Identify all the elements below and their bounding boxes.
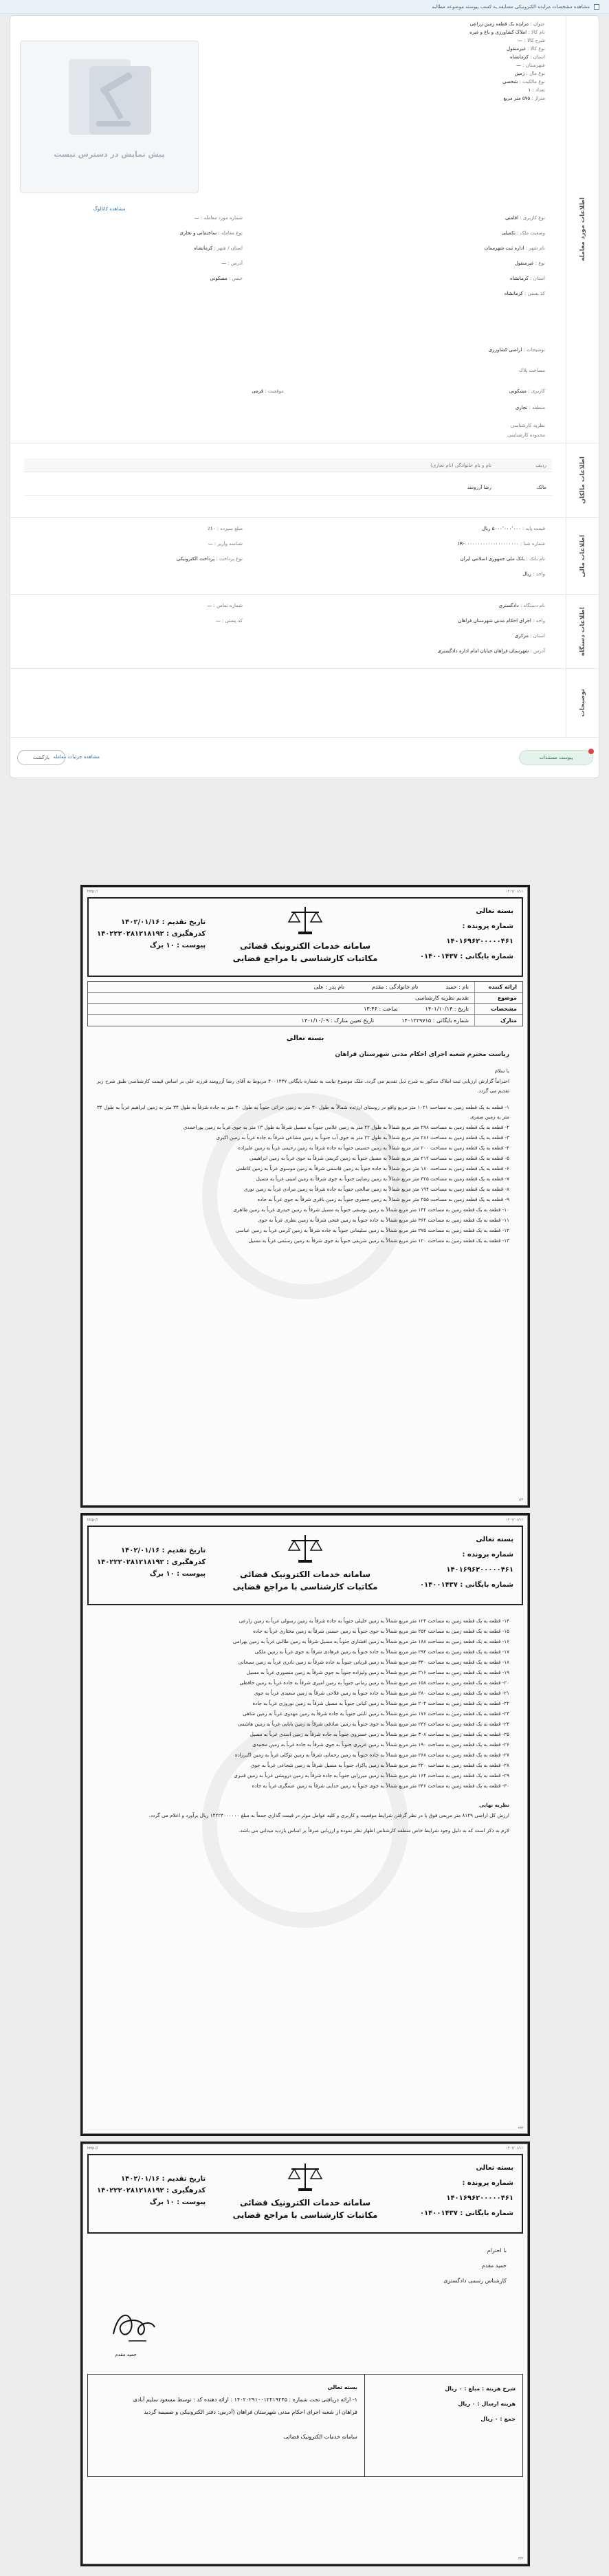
info-field: متراژ : ۵۷۵ متر مربع — [503, 96, 545, 101]
document-field-label: موضوع — [474, 993, 522, 1003]
field-value: — — [518, 38, 523, 43]
field-label: کد پستی — [527, 291, 545, 296]
info-field: نام دستگاه : دادگستری — [498, 603, 545, 608]
document-field-value: تاریخ : ۱۴۰۱/۱۰/۱۴ — [425, 1006, 469, 1012]
notice-bar — [0, 0, 609, 14]
info-field: شناسه واریز : — — [208, 541, 243, 547]
parcel-item: ۱۰- قطعه به یک قطعه زمین به مساحت ۱۴۲ متر مربع شمالاً به زمین یوسفی جنوباً به مسیل شرقاً به زمین حیدری غرباً به زمین طاهری — [233, 1207, 509, 1213]
organization-body — [10, 595, 566, 668]
page-number: ۳/۳ — [518, 2557, 523, 2561]
document-field-value: نام خانوادگی : مقدم — [371, 984, 419, 990]
field-label: قیمت پایه — [525, 526, 545, 531]
delivery-receipt-box — [87, 2374, 523, 2477]
field-label: نام شهر — [529, 245, 545, 251]
field-label: نوع معامله — [221, 230, 243, 236]
desc-field: توضیحات : اراضی کشاورزی — [488, 347, 545, 353]
field-label: شماره شبا — [523, 541, 545, 547]
notes-field: نظریه کارشناسی — [510, 423, 545, 428]
info-field: نوع مال : زمین — [514, 71, 545, 76]
section-label: اطلاعات مالکان — [566, 443, 599, 517]
field-label: نام کالا — [531, 30, 545, 35]
parcel-item: ۱۸- قطعه به یک قطعه زمین به مساحت ۳۴۰ متر مربع شمالاً به زمین قربانی جنوباً به جاده شرقاً به زمین نادری غرباً به زمین سبحانی — [238, 1659, 509, 1665]
field-label: نام بانک — [529, 556, 545, 562]
document-field-values — [415, 995, 474, 1001]
field-value: ساختمانی و تجاری — [179, 230, 217, 236]
field-label: آدرس — [533, 648, 545, 654]
parcel-item: ۱- قطعه به یک قطعه زمین به مساحت ۱۰۲۱ متر مربع واقع در روستای ارزنده شمالاً به طول ۳۰ متر به زمین خزائی جنوباً به طول ۳۰ متر به جاده شرقاً به طول ۳۴ متر به زمین ابراهیم غرباً به طول ۳۴ متر به زمین صفری — [97, 1104, 510, 1120]
justice-scale-icon — [287, 1534, 323, 1564]
auction-details-panel — [10, 15, 599, 778]
regards: با احترام — [487, 2247, 507, 2254]
field-value: اجرای احکام مدنی شهرستان فراهان — [458, 618, 531, 624]
field-label: نوع مالکیت — [522, 79, 545, 85]
main-info-body — [10, 16, 566, 443]
view-details-link[interactable]: مشاهده جزئیات معامله — [53, 754, 100, 760]
field-value: بانک ملی جمهوری اسلامی ایران — [460, 556, 525, 562]
parcel-item: ۲۲- قطعه به یک قطعه زمین به مساحت ۲۰۴ متر مربع شمالاً به زمین کیانی جنوباً به مسیل شرقاً به زمین نوروزی غرباً به جاده — [252, 1700, 509, 1706]
document-field-row — [88, 1004, 522, 1015]
document-field-value: شماره بایگانی : ۱۴۰۱۲۲۹۷۱۵ — [401, 1017, 469, 1024]
field-label: واحد — [535, 571, 545, 577]
field-label: نوع — [538, 261, 545, 266]
parcel-item: ۲۹- قطعه به یک قطعه زمین به مساحت ۱۶۴ متر مربع شمالاً به زمین میرزایی جنوباً به جاده شرقاً به زمین درویشی غرباً به زمین قنبری — [234, 1772, 509, 1779]
parcel-item: ۲۳- قطعه به یک قطعه زمین به مساحت ۱۷۶ متر مربع شمالاً به زمین ثابتی جنوباً به جاده شرقاً به زمین مهدوی غرباً به زمین شاهی — [243, 1710, 509, 1717]
field-value: — — [516, 63, 521, 68]
document-field-values — [364, 1006, 474, 1012]
document-page-1 — [82, 887, 528, 1506]
letter-body: با سلام احتراماً گزارش ارزیابی ثبت املاک مذکور به شرح ذیل تقدیم می گردد. ملک موضوع نیابت به شماره بایگانی ۴۰۰۱۴۳۷ مربوط به آقای رضا آزرومند فرزند علی بر اساس قیمت کارشناسی طبق شرح زیر تقدیم می گردد. ۱- قطعه به یک قطعه زمین به مساحت ۱۰۲۱ متر مربع واقع در روستای ارزنده شمالاً به طول ۳۰ متر به زمین خزائی جنوباً به طول ۳۰ متر به جاده شرقاً به طول ۳۴ متر به زمین ابراهیم غرباً به طول ۳۴ متر به زمین صفری ۲- قطعه به یک قطعه زمین به مساحت ۲۹۸ متر مربع شمالاً به طول ۲۲ متر به زمین غلامی جنوباً به مسیل شرقاً به طول ۱۳ متر به جوی غرباً به زمین پوراحمدی ۳- قطعه به یک قطعه زمین به مساحت ۲۸۶ متر مربع شمالاً به طول ۲۲ متر به جوی آب جنوباً به زمین مشاعی شرقاً به جاده غرباً به زمین اکبری ۴- قطعه به یک قطعه زمین به مساحت ۲۰۰ متر مربع شمالاً به زمین حسینی جنوباً به جاده شرقاً به زمین رحیمی غرباً به زمین علیزاده ۵- قطعه به یک قطعه زمین به مساحت ۲۱۲ متر مربع شمالاً به مسیل جنوباً به زمین کریمی شرقاً به جوی غرباً به زمین ابراهیمی ۶- قطعه به یک قطعه زمین به مساحت ۱۸۰ متر مربع شمالاً به جاده جنوباً به زمین قاسمی شرقاً به زمین موسوی غرباً به زمین کاظمی ۷- قطعه به یک قطعه زمین به مساحت ۳۲۵ متر مربع شمالاً به زمین رضایی جنوباً به جوی شرقاً به زمین امینی غرباً به مسیل ۸- قطعه به یک قطعه زمین به مساحت ۱۹۴ متر مربع شمالاً به زمین صالحی جنوباً به جاده شرقاً به زمین مرادی غرباً به زمین نوری ۹- قطعه به یک قطعه زمین به مساحت ۲۵۵ متر مربع شمالاً به زمین جعفری جنوباً به زمین باقری شرقاً به جوی غرباً به جاده ۱۰- قطعه به یک قطعه زمین به مساحت ۱۴۲ متر مربع شمالاً به زمین یوسفی جنوباً به مسیل شرقاً به زمین حیدری غرباً به زمین طاهری ۱۱- قطعه به یک قطعه زمین به مساحت ۳۶۲ متر مربع شمالاً به جاده جنوباً به زمین فتحی شرقاً به زمین نظری غرباً به جوی ۱۲- قطعه به یک قطعه زمین به مساحت ۲۷۵ متر مربع شمالاً به زمین سلیمانی جنوباً به جاده شرقاً به زمین کرمی غرباً به زمین عباسی ۱۳- قطعه به یک قطعه زمین به مساحت ۱۲۰ متر مربع شمالاً به زمین شریفی جنوباً به جوی شرقاً به زمین رستمی غرباً به مسیل — [97, 1066, 509, 1246]
field-label: استان — [533, 54, 545, 60]
parcel-item: ۹- قطعه به یک قطعه زمین به مساحت ۲۵۵ متر مربع شمالاً به زمین جعفری جنوباً به زمین باقری شرقاً به جوی غرباً به جاده — [257, 1196, 509, 1202]
field-label: استان — [533, 276, 545, 281]
info-field: نوع کالا : غیرمنقول — [507, 46, 545, 52]
info-field: آدرس : شهرستان فراهان خیابان امام اداره دادگستری — [437, 648, 545, 654]
info-field: وضعیت ملک : تکمیلی — [501, 230, 545, 236]
field-value: ریال — [522, 571, 531, 577]
info-field: استان : کرمانشاه — [509, 54, 545, 60]
document-field-label: مشخصات — [474, 1004, 522, 1014]
field-label: نام دستگاه — [523, 603, 545, 608]
issuer-block: سامانه خدمات الکترونیک قضائی مکاتبات کارشناسی با مراجع قضایی — [89, 1534, 522, 1593]
document-fields-table — [87, 981, 523, 1026]
info-field: کد پستی : کرمانشاه — [504, 291, 545, 296]
field-value: دادگستری — [498, 603, 519, 608]
section-label: اطلاعات دستگاه — [566, 595, 599, 668]
parcel-item: ۸- قطعه به یک قطعه زمین به مساحت ۱۹۴ متر مربع شمالاً به زمین صالحی جنوباً به جاده شرقاً به زمین مرادی غرباً به زمین نوری — [243, 1186, 509, 1192]
field-value: غیرمنقول — [507, 46, 526, 52]
field-label: نوع کالا — [530, 46, 545, 52]
financial-body — [10, 518, 566, 594]
parcel-item: ۳۰- قطعه به یک قطعه زمین به مساحت ۲۴۶ متر مربع شمالاً به جوی جنوباً به زمین خدایی شرقاً به زمین عسگری غرباً به جاده — [252, 1783, 509, 1789]
attach-documents-button[interactable]: پیوست مستندات — [519, 750, 593, 765]
parcel-item: ۲۸- قطعه به یک قطعه زمین به مساحت ۲۲۰ متر مربع شمالاً به زمین پاکزاد جنوباً به مسیل شرقاً به زمین شجاعی غرباً به جوی — [250, 1762, 509, 1768]
field-value: ۱ — [528, 87, 531, 93]
submission-meta: تاریخ تقدیم : ۱۴۰۲/۰۱/۱۶ کدرهگیری : ۱۴۰۲۲۲۰۲۸۱۲۱۸۱۹۲ پیوست : ۱۰ برگ — [97, 1547, 206, 1578]
parcel-item: ۲۴- قطعه به یک قطعه زمین به مساحت ۲۳۶ متر مربع شمالاً به جوی جنوباً به زمین صادقی شرقاً به زمین بابایی غرباً به زمین هاشمی — [237, 1721, 509, 1727]
section-label: اطلاعات مالی — [566, 518, 599, 594]
parcel-item: ۴- قطعه به یک قطعه زمین به مساحت ۲۰۰ متر مربع شمالاً به زمین حسینی جنوباً به جاده شرقاً به زمین رحیمی غرباً به زمین علیزاده — [238, 1145, 509, 1151]
field-value: املاک کشاورزی و باغ و غیره — [469, 30, 527, 35]
field-value: — — [221, 261, 227, 266]
field-label: نوع پرداخت — [219, 556, 243, 562]
attachments-body — [10, 669, 566, 737]
info-field: شماره مورد معامله : — — [194, 215, 243, 221]
info-field: نوع کاربری : اقامتی — [505, 215, 545, 221]
issuer-block: سامانه خدمات الکترونیک قضائی مکاتبات کارشناسی با مراجع قضایی — [89, 2162, 522, 2221]
field-value: — — [194, 215, 199, 221]
document-field-value: ساعت : ۱۳:۴۶ — [364, 1006, 398, 1012]
field-label: شرح کالا — [527, 38, 545, 43]
parcel-item: ۱۹- قطعه به یک قطعه زمین به مساحت ۲۱۶ متر مربع شمالاً به زمین ولیزاده جنوباً به جوی شرقاً به زمین منصوری غرباً به مسیل — [246, 1669, 509, 1675]
case-numbers: بسته تعالی شماره پرونده : ۱۴۰۱۶۹۶۲۰۰۰۰۰۴۶۱ شماره بایگانی : ۰۱۴۰۰۱۴۳۷ — [419, 907, 513, 960]
page-number: ۲/۳ — [518, 2126, 523, 2131]
info-field: شرح کالا : — — [518, 38, 545, 43]
field-label: استان / شهر — [217, 245, 243, 251]
document-field-row — [88, 982, 522, 993]
submission-meta: تاریخ تقدیم : ۱۴۰۲/۰۱/۱۶ کدرهگیری : ۱۴۰۲۲۲۰۲۸۱۲۱۸۱۹۲ پیوست : ۱۰ برگ — [97, 2175, 206, 2206]
field-value: — — [208, 541, 213, 547]
field-label: شماره مورد معامله — [203, 215, 243, 221]
info-field: شماره شبا : IR-۰۰۰۰۰۰۰۰۰۰۰۰۰۰۰۰۰۰۰۰۰ — [458, 541, 545, 547]
document-header — [87, 2154, 523, 2234]
notice-checkbox[interactable] — [594, 4, 599, 10]
parcel-item: ۶- قطعه به یک قطعه زمین به مساحت ۱۸۰ متر مربع شمالاً به جاده جنوباً به زمین قاسمی شرقاً به زمین موسوی غرباً به زمین کاظمی — [236, 1165, 509, 1171]
field-value: ۵۰۰۰٬۰۰۰٬۰۰۰ ریال — [481, 526, 521, 531]
action-bar — [10, 738, 599, 778]
signer-title: کارشناس رسمی دادگستری — [443, 2278, 507, 2284]
info-field: نام بانک : بانک ملی جمهوری اسلامی ایران — [460, 556, 545, 562]
submission-meta: تاریخ تقدیم : ۱۴۰۲/۰۱/۱۶ کدرهگیری : ۱۴۰۲۲۲۰۲۸۱۲۱۸۱۹۲ پیوست : ۱۰ برگ — [97, 918, 206, 949]
field-value: کرمانشاه — [509, 54, 529, 60]
info-field: استان : کرمانشاه — [509, 276, 545, 281]
info-field: نوع : غیرمنقول — [514, 261, 545, 266]
field-value: مزایده یک قطعه زمین زراعی — [469, 21, 529, 27]
field-label: تعداد — [535, 87, 545, 93]
document-page-3 — [82, 2144, 528, 2564]
issuer-block: سامانه خدمات الکترونیک قضائی مکاتبات کارشناسی با مراجع قضایی — [89, 905, 522, 965]
parcel-item: ۱۲- قطعه به یک قطعه زمین به مساحت ۲۷۵ متر مربع شمالاً به زمین سلیمانی جنوباً به جاده شرقاً به زمین کرمی غرباً به زمین عباسی — [235, 1227, 509, 1233]
field-label: وضعیت ملک — [520, 230, 545, 236]
document-field-value: تاریخ تعیین متارک : ۱۴۰۱/۱۰/۰۹ — [301, 1017, 375, 1024]
no-preview-box — [20, 41, 199, 212]
parcel-item: ۲۶- قطعه به یک قطعه زمین به مساحت ۱۹۰ متر مربع شمالاً به زمین عزیزی جنوباً به جوی شرقاً به جاده غرباً به زمین محمدی — [252, 1741, 509, 1748]
info-field: جنس : مسکونی — [210, 276, 243, 281]
parcel-item: ۱۶- قطعه به یک قطعه زمین به مساحت ۱۸۸ متر مربع شمالاً به زمین افشاری جنوباً به مسیل شرقاً به زمین طالبی غرباً به زمین بهرامی — [232, 1638, 509, 1644]
field-label: شناسه واریز — [217, 541, 243, 547]
parcel-item: ۱۱- قطعه به یک قطعه زمین به مساحت ۳۶۲ متر مربع شمالاً به جاده جنوباً به زمین فتحی شرقاً به زمین نظری غرباً به جوی — [258, 1217, 509, 1223]
info-field: نام کالا : املاک کشاورزی و باغ و غیره — [469, 30, 545, 35]
info-field: واحد : ریال — [522, 571, 545, 577]
field-value: ۱۰٪ — [208, 526, 216, 531]
info-field: شهرستان : — — [516, 63, 545, 68]
page-number: ۱/۳ — [518, 1498, 523, 1502]
document-page-2 — [82, 1515, 528, 2134]
info-field: تعداد : ۱ — [528, 87, 545, 93]
field-value: شخصی — [502, 79, 518, 85]
parcel-item: ۲۷- قطعه به یک قطعه زمین به مساحت ۲۶۸ متر مربع شمالاً به جاده جنوباً به زمین رحمانی شرقاً به زمین توکلی غرباً به زمین اکبرزاده — [234, 1752, 509, 1758]
parcel-item: ۵- قطعه به یک قطعه زمین به مساحت ۲۱۲ متر مربع شمالاً به مسیل جنوباً به زمین کریمی شرقاً به جوی غرباً به زمین ابراهیمی — [250, 1155, 509, 1161]
field-label: آدرس — [231, 261, 243, 266]
parcel-item: ۱۵- قطعه به یک قطعه زمین به مساحت ۲۵۲ متر مربع شمالاً به جوی جنوباً به زمین حسنی شرقاً به زمین مختاری غرباً به جاده — [253, 1628, 509, 1634]
info-field: واحد : اجرای احکام مدنی شهرستان فراهان — [458, 618, 545, 624]
section-owners — [10, 443, 599, 518]
info-field: عنوان : مزایده یک قطعه زمین زراعی — [469, 21, 545, 27]
section-label: اطلاعات مورد معامله — [566, 16, 599, 443]
parcel-item: ۲- قطعه به یک قطعه زمین به مساحت ۲۹۸ متر مربع شمالاً به طول ۲۲ متر به زمین غلامی جنوباً به مسیل شرقاً به طول ۱۳ متر به جوی غرباً به زمین پوراحمدی — [183, 1124, 509, 1130]
section-label: توضیحات — [566, 669, 599, 737]
parcel-list — [97, 1103, 509, 1246]
field-label: کد پستی — [225, 618, 243, 624]
parcel-item: ۱۷- قطعه به یک قطعه زمین به مساحت ۲۹۴ متر مربع شمالاً به جاده جنوباً به زمین فرهادی شرقاً به جوی غرباً به زمین ملکی — [254, 1649, 509, 1655]
parcel-item: ۲۰- قطعه به یک قطعه زمین به مساحت ۱۵۸ متر مربع شمالاً به زمین زمانی جنوباً به زمین امیری شرقاً به جاده غرباً به زمین حافظی — [239, 1680, 509, 1686]
field-value: کرمانشاه — [194, 245, 213, 251]
print-header: http:// ۱۴۰۲/۰۱/۱۶ — [87, 2146, 523, 2150]
catalog-link[interactable]: مشاهده کاتالوگ — [93, 206, 126, 212]
field-value: اقامتی — [505, 215, 519, 221]
document-field-values — [314, 984, 474, 990]
parcel-item: ۱۴- قطعه به یک قطعه زمین به مساحت ۱۲۴ متر مربع شمالاً به زمین خلیلی جنوباً به جاده شرقاً به زمین رسولی غرباً به زمین زارعی — [239, 1618, 509, 1624]
field-value: اداره ثبت شهرستان — [484, 245, 524, 251]
notice-text: مشاهده مشخصات مزایده الکترونیکی مسابقه به کسب پیوسته موضوعه مطالبه — [432, 3, 590, 10]
signer-name: حمید مقدم — [481, 2263, 507, 2269]
field-value: پرداخت الکترونیکی — [176, 556, 215, 562]
info-field: قیمت پایه : ۵۰۰۰٬۰۰۰٬۰۰۰ ریال — [481, 526, 545, 531]
letter-body-continued: ۱۴- قطعه به یک قطعه زمین به مساحت ۱۲۴ متر مربع شمالاً به زمین خلیلی جنوباً به جاده شرقاً به زمین رسولی غرباً به زمین زارعی ۱۵- قطعه به یک قطعه زمین به مساحت ۲۵۲ متر مربع شمالاً به جوی جنوباً به زمین حسنی شرقاً به زمین مختاری غرباً به جاده ۱۶- قطعه به یک قطعه زمین به مساحت ۱۸۸ متر مربع شمالاً به زمین افشاری جنوباً به مسیل شرقاً به زمین طالبی غرباً به زمین بهرامی ۱۷- قطعه به یک قطعه زمین به مساحت ۲۹۴ متر مربع شمالاً به جاده جنوباً به زمین فرهادی شرقاً به جوی غرباً به زمین ملکی ۱۸- قطعه به یک قطعه زمین به مساحت ۳۴۰ متر مربع شمالاً به زمین قربانی جنوباً به جاده شرقاً به زمین نادری غرباً به زمین سبحانی ۱۹- قطعه به یک قطعه زمین به مساحت ۲۱۶ متر مربع شمالاً به زمین ولیزاده جنوباً به جوی شرقاً به زمین منصوری غرباً به مسیل ۲۰- قطعه به یک قطعه زمین به مساحت ۱۵۸ متر مربع شمالاً به زمین زمانی جنوباً به زمین امیری شرقاً به جاده غرباً به زمین حافظی ۲۱- قطعه به یک قطعه زمین به مساحت ۲۸۰ متر مربع شمالاً به جاده جنوباً به زمین فلاحی شرقاً به زمین سعیدی غرباً به جوی ۲۲- قطعه به یک قطعه زمین به مساحت ۲۰۴ متر مربع شمالاً به زمین کیانی جنوباً به مسیل شرقاً به زمین نوروزی غرباً به جاده ۲۳- قطعه به یک قطعه زمین به مساحت ۱۷۶ متر مربع شمالاً به زمین ثابتی جنوباً به جاده شرقاً به زمین مهدوی غرباً به زمین شاهی ۲۴- قطعه به یک قطعه زمین به مساحت ۲۳۶ متر مربع شمالاً به جوی جنوباً به زمین صادقی شرقاً به زمین بابایی غرباً به زمین هاشمی ۲۵- قطعه به یک قطعه زمین به مساحت ۳۰۸ متر مربع شمالاً به زمین خسروی جنوباً به جاده شرقاً به زمین اسدی غرباً به مسیل ۲۶- قطعه به یک قطعه زمین به مساحت ۱۹۰ متر مربع شمالاً به زمین عزیزی جنوباً به جوی شرقاً به جاده غرباً به زمین محمدی ۲۷- قطعه به یک قطعه زمین به مساحت ۲۶۸ متر مربع شمالاً به جاده جنوباً به زمین رحمانی شرقاً به زمین توکلی غرباً به زمین اکبرزاده ۲۸- قطعه به یک قطعه زمین به مساحت ۲۲۰ متر مربع شمالاً به زمین پاکزاد جنوباً به مسیل شرقاً به زمین شجاعی غرباً به جوی ۲۹- قطعه به یک قطعه زمین به مساحت ۱۶۴ متر مربع شمالاً به زمین میرزایی جنوباً به جاده شرقاً به زمین درویشی غرباً به زمین قنبری ۳۰- قطعه به یک قطعه زمین به مساحت ۲۴۶ متر مربع شمالاً به جوی جنوباً به زمین خدایی شرقاً به زمین عسگری غرباً به جاده نظریه نهایی ارزش کل اراضی ۸۱۲۹ متر مربعی فوق با در نظر گرفتن شرایط موقعیت و کاربری و کلیه عوامل موثر در قیمت گذاری جمعاً به مبلغ ۱۴۲۲۴۰۰۰۰۰۰ ریال برآورد و اعلام می گردد. لازم به ذکر است که به دلیل وجود شرایط خاص منطقه کارشناس اظهار نظر نموده و ارزیابی صرفاً بر اساس بازدید میدانی می باشد. — [97, 1616, 509, 1836]
section-financial — [10, 518, 599, 595]
no-preview-caption: پیش نمایش در دسترس نیست — [54, 150, 165, 159]
document-field-row — [88, 993, 522, 1004]
scope-field: محدوده کارشناسی — [507, 432, 545, 438]
field-value: غیرمنقول — [514, 261, 534, 266]
info-field: نام شهر : اداره ثبت شهرستان — [484, 245, 545, 251]
document-field-label: متارک — [474, 1015, 522, 1026]
section-organization — [10, 595, 599, 669]
document-field-values — [302, 1017, 474, 1024]
gavel-doc-icon — [55, 52, 165, 142]
fee-summary: شرح هزینه : مبلغ : ۰ ریال هزینه ارسال : ۰ ریال جمع : ۰ ریال — [364, 2375, 522, 2476]
info-field: آدرس : — — [221, 261, 243, 266]
region-field: منطقه : تجاری — [515, 405, 545, 410]
document-header — [87, 897, 523, 977]
area-field: مساحت پلاک — [519, 368, 545, 373]
field-label: عنوان — [533, 21, 545, 27]
info-field: استان / شهر : کرمانشاه — [194, 245, 243, 251]
case-numbers: بسته تعالی شماره پرونده : ۱۴۰۱۶۹۶۲۰۰۰۰۰۴۶۱ شماره بایگانی : ۰۱۴۰۰۱۴۳۷ — [419, 1536, 513, 1589]
table-row: مالک رضا آزرومند — [24, 479, 552, 496]
info-field: استان : مرکزی — [514, 633, 545, 639]
letter-title: بسته تعالی — [286, 1035, 324, 1042]
field-label: نوع کاربری — [522, 215, 545, 221]
field-value: مرکزی — [514, 633, 529, 639]
field-label: استان — [533, 633, 545, 639]
print-header: http:// ۱۴۰۲/۰۱/۱۶ — [87, 890, 523, 894]
field-label: جنس — [232, 276, 243, 281]
parcel-item: ۱۳- قطعه به یک قطعه زمین به مساحت ۱۲۰ متر مربع شمالاً به زمین شریفی جنوباً به جوی شرقاً به زمین رستمی غرباً به مسیل — [248, 1237, 509, 1244]
owners-table — [10, 443, 566, 517]
justice-scale-icon — [287, 2162, 323, 2192]
field-value: IR-۰۰۰۰۰۰۰۰۰۰۰۰۰۰۰۰۰۰۰۰۰ — [458, 541, 519, 547]
field-value: — — [215, 618, 221, 624]
document-field-label: ارائه کننده — [474, 982, 522, 992]
field-value: ۵۷۵ متر مربع — [503, 96, 531, 101]
case-numbers: بسته تعالی شماره پرونده : ۱۴۰۱۶۹۶۲۰۰۰۰۰۴۶۱ شماره بایگانی : ۰۱۴۰۰۱۴۳۷ — [419, 2164, 513, 2217]
document-field-value: نام : حمید — [445, 984, 469, 990]
info-field: نوع معامله : ساختمانی و تجاری — [179, 230, 243, 236]
parcel-list — [97, 1616, 509, 1791]
parcel-item: ۲۱- قطعه به یک قطعه زمین به مساحت ۲۸۰ متر مربع شمالاً به جاده جنوباً به زمین فلاحی شرقاً به زمین سعیدی غرباً به جوی — [254, 1690, 509, 1696]
salutation: ریاست محترم شعبه اجرای احکام مدنی شهرستان فراهان — [335, 1051, 509, 1058]
field-value: کرمانشاه — [504, 291, 523, 296]
field-label: متراژ — [534, 96, 545, 101]
section-attachments — [10, 669, 599, 738]
field-value: شهرستان فراهان خیابان امام اداره دادگستری — [437, 648, 529, 654]
field-value: زمین — [514, 71, 525, 76]
field-label: شماره تماس — [217, 603, 243, 608]
info-field: شماره تماس : — — [207, 603, 243, 608]
document-field-value: نام پدر : علی — [313, 984, 344, 990]
owners-table-header: ردیف نام و نام خانوادگی (نام تجاری) — [24, 459, 552, 472]
document-field-row — [88, 1015, 522, 1026]
signature-caption: حمید مقدم — [115, 2352, 137, 2357]
info-field: کد پستی : — — [215, 618, 243, 624]
signature-image — [108, 2307, 159, 2348]
field-value: — — [207, 603, 212, 608]
parcel-item: ۷- قطعه به یک قطعه زمین به مساحت ۳۲۵ متر مربع شمالاً به زمین رضایی جنوباً به جوی شرقاً به زمین امینی غرباً به مسیل — [256, 1176, 509, 1182]
usage-field: کاربری : مسکونی — [509, 388, 545, 394]
location-field: موقعیت : قرمی — [252, 388, 284, 394]
info-field: مبلغ سپرده : ۱۰٪ — [208, 526, 243, 531]
field-label: واحد — [535, 618, 545, 624]
info-field: نوع پرداخت : پرداخت الکترونیکی — [176, 556, 243, 562]
print-header: http:// ۱۴۰۲/۰۱/۱۶ — [87, 1518, 523, 1522]
parcel-item: ۲۵- قطعه به یک قطعه زمین به مساحت ۳۰۸ متر مربع شمالاً به زمین خسروی جنوباً به جاده شرقاً به زمین اسدی غرباً به مسیل — [250, 1731, 509, 1737]
document-header — [87, 1526, 523, 1605]
delivery-text: بسته تعالی ۱- ارائه دریافتی تحت شماره : ۱۴۰۲۰۲۹۱۰۰۱۲۲۱۹۲۴۵ : ارائه دهنده کد : توسط مسعود سلیم آبادی فراهان از شعبه اجرای احکام مدنی شهرستان فراهان (آدرس: دفتر الکترونیکی و ضمیمه گردید سامانه خدمات الکترونیک قضائی — [133, 2384, 357, 2440]
field-label: مبلغ سپرده — [220, 526, 243, 531]
field-label: نوع مال — [529, 71, 545, 76]
parcel-item: ۳- قطعه به یک قطعه زمین به مساحت ۲۸۶ متر مربع شمالاً به طول ۲۲ متر به جوی آب جنوباً به زمین مشاعی شرقاً به جاده غرباً به زمین اکبری — [216, 1134, 509, 1141]
back-button[interactable]: بازگشت — [17, 750, 65, 765]
field-value: کرمانشاه — [509, 276, 529, 281]
document-field-value: تقدیم نظریه کارشناسی — [415, 995, 469, 1001]
section-main-info — [10, 16, 599, 443]
field-value: مسکونی — [210, 276, 228, 281]
field-label: شهرستان — [525, 63, 545, 68]
justice-scale-icon — [287, 905, 323, 936]
info-field: نوع مالکیت : شخصی — [502, 79, 545, 85]
field-value: تکمیلی — [501, 230, 516, 236]
notification-dot — [588, 749, 594, 754]
